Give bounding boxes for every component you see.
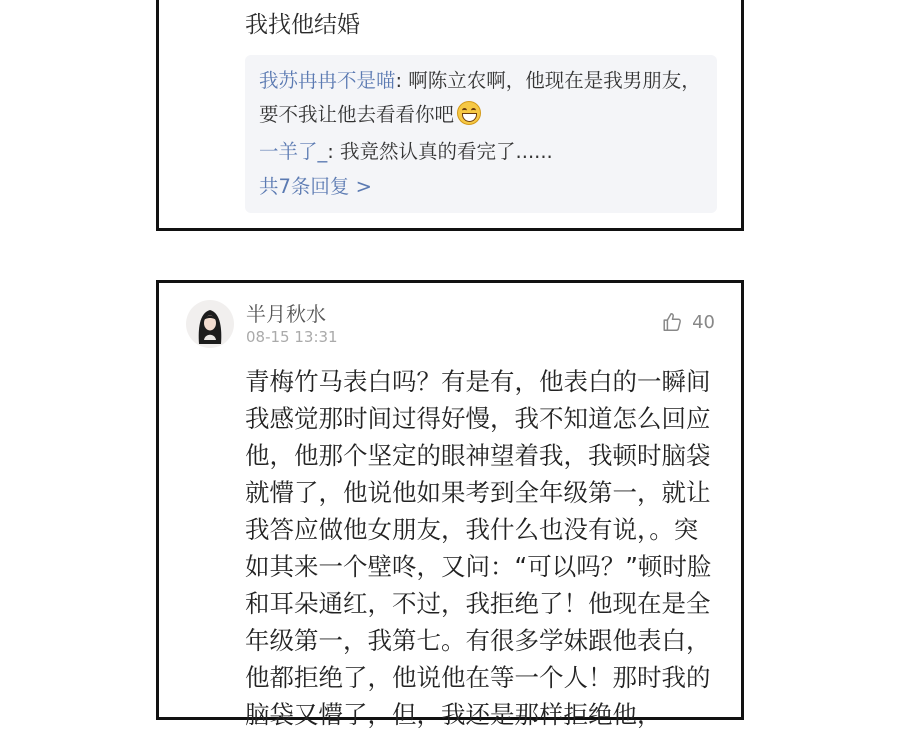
timestamp: 08-15 13:31 — [246, 328, 338, 346]
comment-body: 青梅竹马表白吗？有是有，他表白的一瞬间我感觉那时间过得好慢，我不知道怎么回应他，他那个坚定的眼神望着我，我顿时脑袋就懵了，他说他如果考到全年级第一，就让我答应做他女朋友，我什么也没有说，。突如其来一个壁咚，又问：“可以吗？”顿时脸和耳朵通红，不过，我拒绝了！他现在是全年级第一，我第七。有很多学妹跟他表白，他都拒绝了，他说他在等一个人！那时我的脑袋又懵了，但，我还是那样拒绝他， — [245, 367, 712, 729]
grinning-face-emoji — [457, 101, 481, 125]
avatar[interactable] — [186, 300, 234, 348]
more-replies-link[interactable]: 共7条回复 > — [259, 175, 372, 198]
reply-nick[interactable]: 我苏冉冉不是喵 — [259, 69, 396, 92]
reply-nick[interactable]: 一羊了_ — [259, 140, 328, 163]
like-button[interactable] — [661, 311, 715, 333]
reply-text: 啊陈立农啊，他现在是我男朋友，要不我让他去看看你吧 — [259, 69, 701, 126]
username[interactable]: 半月秋水 — [246, 302, 326, 326]
like-count: 40 — [692, 311, 715, 333]
reply-sep: : — [395, 69, 409, 92]
reply-sep: : — [327, 140, 341, 163]
replies-box[interactable] — [245, 55, 717, 213]
comment-card — [156, 280, 744, 729]
comment-text: 我找他结婚 — [245, 12, 360, 38]
reply-text: 我竟然认真的看完了...... — [340, 140, 553, 163]
reply-item[interactable] — [259, 64, 705, 132]
comment-card-top — [156, 0, 744, 231]
thumbs-up-icon — [661, 311, 683, 333]
reply-item[interactable] — [259, 135, 553, 169]
